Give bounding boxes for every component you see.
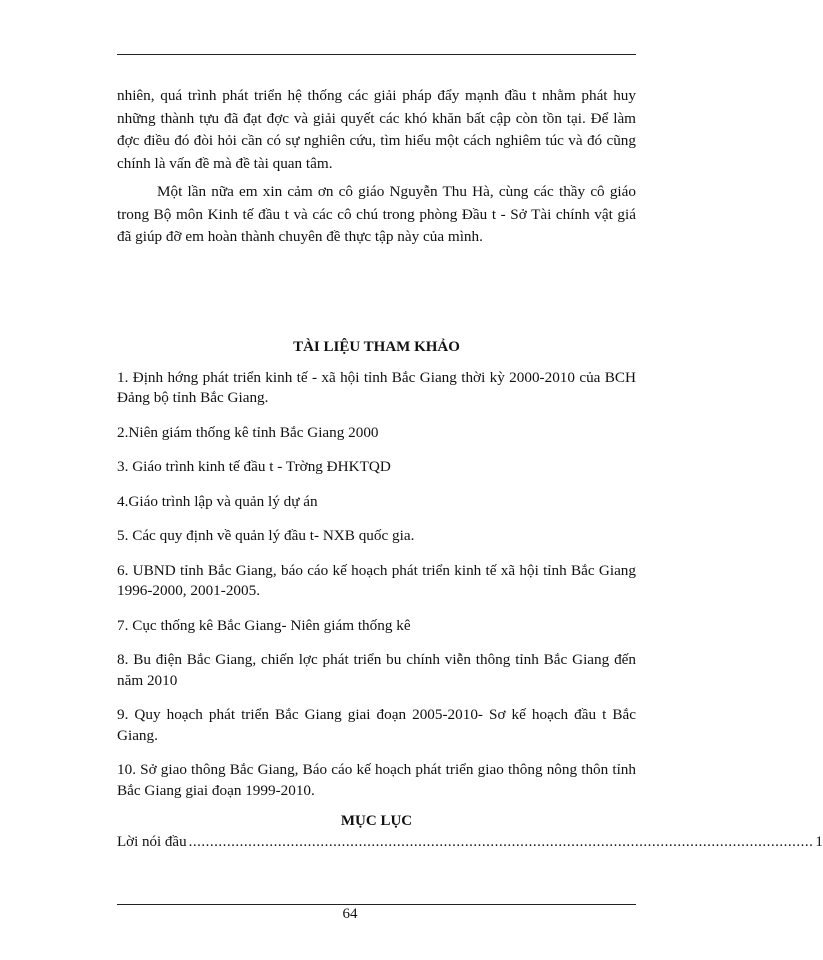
reference-item: 1. Định hớng phát triển kinh tế - xã hội tỉnh Bắc Giang thời kỳ 2000-2010 của BCH Đảng bộ tỉnh Bắc Giang.	[117, 368, 636, 406]
toc-entry[interactable]	[117, 832, 823, 852]
reference-item: 7. Cục thống kê Bắc Giang- Niên giám thống kê	[117, 616, 411, 634]
references-list	[117, 368, 636, 802]
header-rule	[117, 54, 636, 55]
toc-dot-leader: ...................................................................................................................................................	[188, 834, 814, 850]
reference-item: 10. Sở giao thông Bắc Giang, Báo cáo kế hoạch phát triển giao thông nông thôn tỉnh Bắc Giang giai đoạn 1999-2010.	[117, 761, 636, 799]
page-number: 64	[342, 906, 358, 922]
reference-item: 8. Bu điện Bắc Giang, chiến lợc phát triển bu chính viễn thông tỉnh Bắc Giang đến năm 2010	[117, 651, 636, 689]
reference-item: 6. UBND tỉnh Bắc Giang, báo cáo kế hoạch phát triển kinh tế xã hội tỉnh Bắc Giang 1996-2000, 2001-2005.	[117, 561, 636, 599]
toc-entry-page: 1	[815, 834, 823, 850]
reference-item: 3. Giáo trình kinh tế đầu t - Trờng ĐHKTQD	[117, 458, 391, 475]
footer-rule	[117, 904, 636, 905]
reference-item: 4.Giáo trình lập và quản lý dự án	[117, 492, 318, 510]
toc-heading: MỤC LỤC	[340, 813, 413, 829]
reference-item: 9. Quy hoạch phát triển Bắc Giang giai đoạn 2005-2010- Sơ kế hoạch đầu t Bắc Giang.	[117, 706, 636, 744]
reference-item: 5. Các quy định về quản lý đầu t- NXB quốc gia.	[117, 527, 415, 544]
reference-item: 2.Niên giám thống kê tỉnh Bắc Giang 2000	[117, 423, 379, 441]
body-paragraph-2: Một lần nữa em xin cảm ơn cô giáo Nguyễn Thu Hà, cùng các thầy cô giáo trong Bộ môn Kinh tế đầu t và các cô chú trong phòng Đầu t - Sở Tài chính vật giá đã giúp đỡ em hoàn thành chuyên đề thực tập này của mình.	[117, 183, 636, 245]
body-paragraph-1: nhiên, quá trình phát triển hệ thống các giải pháp đẩy mạnh đầu t nhằm phát huy những thành tựu đã đạt đợc và giải quyết các khó khăn bất cập còn tồn tại. Để làm đợc điều đó đòi hỏi cần có sự nghiên cứu, tìm hiểu một cách nghiêm túc và đó cũng chính là vấn đề mà đề tài quan tâm.	[117, 87, 636, 172]
toc-entry-title: Lời nói đầu	[117, 834, 187, 850]
page-content	[117, 85, 823, 852]
references-heading: TÀI LIỆU THAM KHẢO	[293, 338, 460, 355]
